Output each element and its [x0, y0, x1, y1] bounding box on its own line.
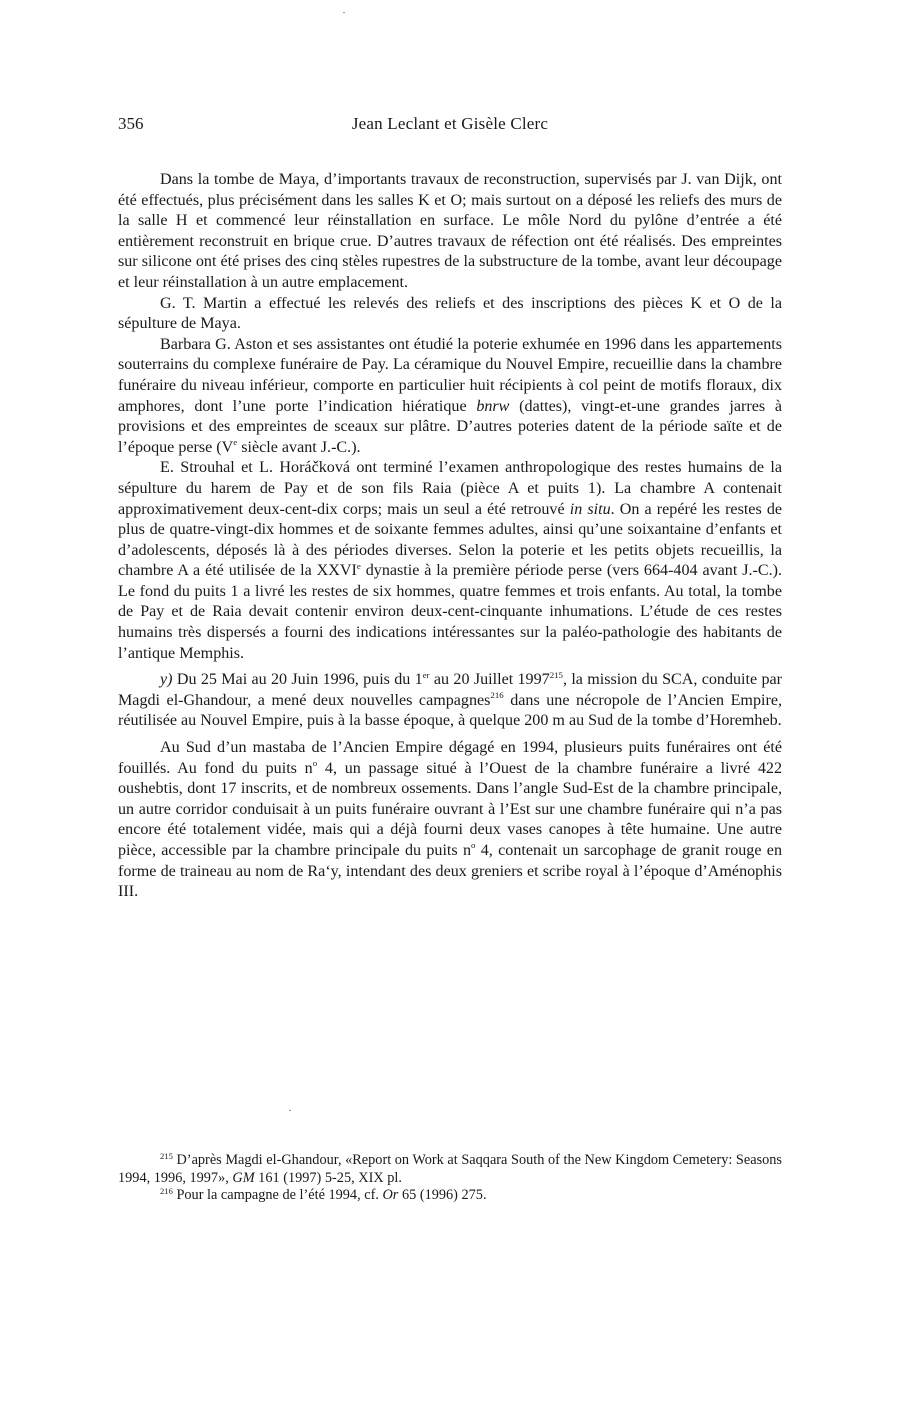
paragraph-maya-reconstruction: Dans la tombe de Maya, d’importants travaux de reconstruction, supervisés par J. van Dijk, ont été effectués, plus précisément dans les salles K et O; mais surtout on a déposé les reliefs des murs de la salle H et commencé leur réinstallation en surface. Le môle Nord du pylône d’entrée a été entièrement reconstruit en brique crue. D’autres travaux de réfection ont été réalisés. Des empreintes sur silicone ont été prises des cinq stèles rupestres de la substructure de la tombe, avant leur découpage et leur réinstallation à un autre emplacement.	[118, 171, 782, 291]
paragraph-martin-records: G. T. Martin a effectué les relevés des reliefs et des inscriptions des pièces K et O de la sépulture de Maya.	[118, 294, 782, 333]
footnote-216: $^{216}$ Pour la campagne de l’été 1994, cf. Or 65 (1996) 275.	[160, 1185, 487, 1203]
scan-speck	[289, 1110, 291, 1111]
footnotes	[118, 1152, 782, 1205]
page-header	[118, 114, 782, 138]
paragraph-mastaba-shafts: Au Sud d’un mastaba de l’Ancien Empire dégagé en 1994, plusieurs puits funéraires ont été fouillés. Au fond du puits $n^o$ 4, un passage situé à l’Ouest de la chambre funéraire a livré 422 oushebtis, dont 17 inscrits, et de nombreux ossements. Dans l’angle Sud-Est de la chambre principale, un autre corridor conduisait à un puits funéraire ouvrant à l’Est sur une chambre funéraire qui n’a pas encore été totalement vidée, mais qui a déjà fourni deux vases canopes à tête humaine. Une autre pièce, accessible par la chambre principale du puits $n^o$ 4, contenait un sarcophage de granit rouge en forme de traineau au nom de Ra‘y, intendant des deux greniers et scribe royal à l’époque d’Aménophis III.	[118, 739, 782, 901]
paragraph-sca-mission: y) Du 25 Mai au 20 Juin 1996, puis du 1er au 20 Juillet 1997$^{215}$, la mission du SCA, conduite par Magdi el-Ghandour, a mené deux nouvelles campagnes$^{216}$ dans une nécropole de l’Ancien Empire, réutilisée au Nouvel Empire, puis à la basse époque, à quelque 200 m au Sud de la tombe d’Horemheb.	[118, 669, 783, 730]
footnote-215: $^{215}$ D’après Magdi el-Ghandour, «Report on Work at Saqqara South of the New Kingdom Cemetery: Seasons 1994, 1996, 1997», GM 161 (1997) 5-25, XIX pl.	[118, 1150, 782, 1186]
footnote-number: 215	[160, 1150, 173, 1161]
paragraph-strouhal-anthropology: E. Strouhal et L. Horáčková ont terminé l’examen anthropologique des restes humains de la sépulture du harem de Pay et de son fils Raia (pièce A et puits 1). La chambre A contenait approximativement deux-cent-dix corps; mais un seul a été retrouvé in situ. On a repéré les restes de plus de quatre-vingt-dix hommes et de soixante femmes adultes, ainsi qu’une soixantaine d’enfants et d’adolescents, déposés là à des périodes diverses. Selon la poterie et les petits objets recueillis, la chambre A a été utilisée de la XXVIe dynastie à la première période perse (vers 664-404 avant J.-C.). Le fond du puits 1 a livré les restes de six hommes, quatre femmes et trois enfants. Au total, la tombe de Pay et de Raia devait contenir environ deux-cent-cinquante inhumations. L’étude de ces restes humains très dispersés a fourni des indications intéressantes sur la paléo-pathologie des habitants de l’antique Memphis.	[118, 459, 783, 662]
body-text	[118, 170, 782, 903]
footnote-number: 216	[160, 1185, 173, 1196]
section-label: y)	[160, 671, 173, 689]
footnote-ref-216[interactable]: 216	[490, 690, 504, 701]
footnote-ref-215[interactable]: 215	[549, 669, 563, 680]
scan-speck	[343, 12, 345, 13]
paragraph-aston-pottery: Barbara G. Aston et ses assistantes ont étudié la poterie exhumée en 1996 dans les appartements souterrains du complexe funéraire de Pay. La céramique du Nouvel Empire, recueillie dans la chambre funéraire du niveau inférieur, comporte en particulier huit récipients à col peint de motifs floraux, dix amphores, dont l’une porte l’indication hiératique bnrw (dattes), vingt-et-une grandes jarres à provisions et des empreintes de sceaux sur plâtre. D’autres poteries datent de la période saïte et de l’époque perse (Ve siècle avant J.-C.).	[118, 335, 782, 456]
running-title: Jean Leclant et Gisèle Clerc	[351, 114, 549, 133]
page-number: 356	[118, 114, 144, 133]
